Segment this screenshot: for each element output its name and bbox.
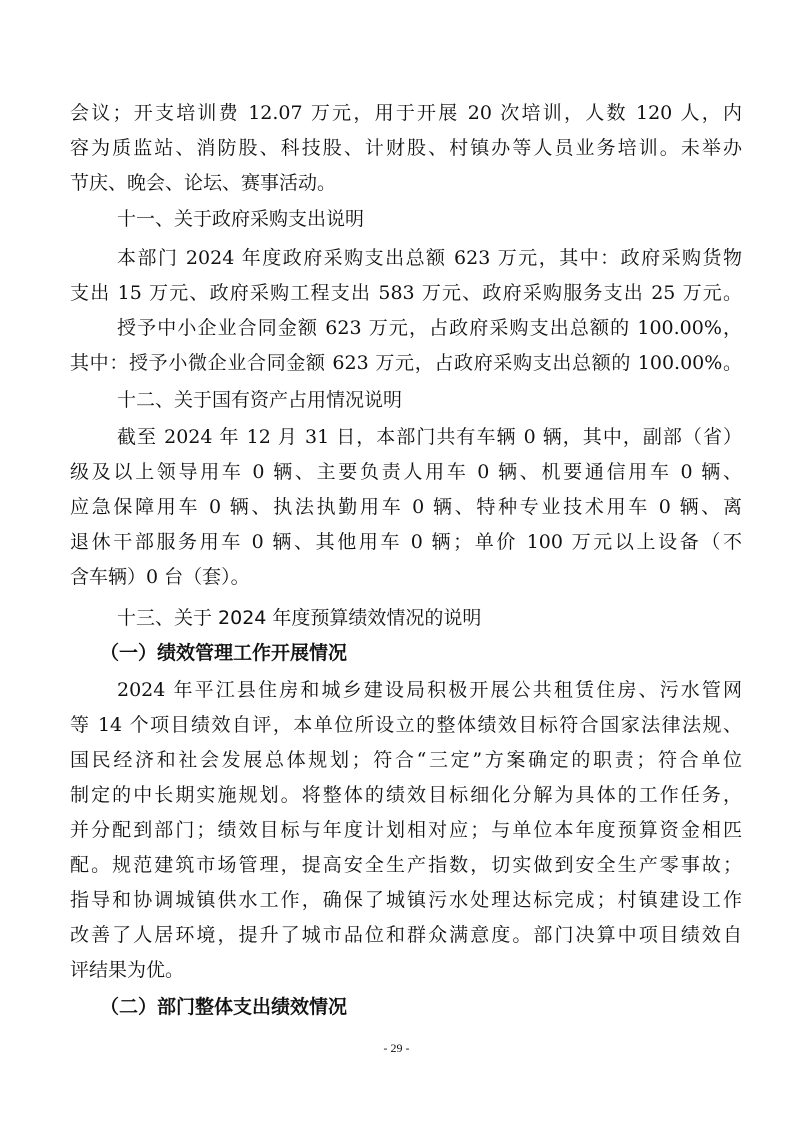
- body-line: 制定的中长期实施规划。将整体的绩效目标细化分解为具体的工作任务，: [70, 784, 742, 806]
- body-line: 评结果为优。: [70, 959, 185, 981]
- body-line: 截至 2024 年 12 月 31 日，本部门共有车辆 0 辆，其中，副部（省）: [117, 426, 742, 448]
- section-heading-13: 十三、关于 2024 年度预算绩效情况的说明: [117, 607, 482, 629]
- body-line: 其中：授予小微企业合同金额 623 万元，占政府采购支出总额的 100.00%。: [70, 352, 742, 374]
- body-line: 改善了人居环境，提升了城市品位和群众满意度。部门决算中项目绩效自: [70, 924, 742, 946]
- body-line: 配。规范建筑市场管理，提高安全生产指数，切实做到安全生产零事故；: [70, 854, 742, 876]
- body-line: 含车辆）0 台（套）。: [70, 566, 250, 588]
- body-line: 节庆、晚会、论坛、赛事活动。: [70, 172, 337, 194]
- body-line: 会议；开支培训费 12.07 万元，用于开展 20 次培训，人数 120 人，内: [70, 102, 742, 124]
- subsection-heading-2: （二）部门整体支出绩效情况: [100, 996, 348, 1018]
- section-heading-12: 十二、关于国有资产占用情况说明: [117, 389, 403, 411]
- body-line: 应急保障用车 0 辆、执法执勤用车 0 辆、特种专业技术用车 0 辆、离: [70, 496, 742, 518]
- body-line: 2024 年平江县住房和城乡建设局积极开展公共租赁住房、污水管网: [117, 679, 742, 701]
- body-line: 退休干部服务用车 0 辆、其他用车 0 辆；单价 100 万元以上设备（不: [70, 531, 742, 553]
- body-line: 支出 15 万元、政府采购工程支出 583 万元、政府采购服务支出 25 万元。: [70, 282, 742, 304]
- page-number: - 29 -: [383, 1041, 410, 1055]
- body-line: 并分配到部门；绩效目标与年度计划相对应；与单位本年度预算资金相匹: [70, 819, 742, 841]
- subsection-heading-1: （一）绩效管理工作开展情况: [100, 642, 348, 664]
- body-line: 本部门 2024 年度政府采购支出总额 623 万元，其中：政府采购货物: [117, 247, 742, 269]
- body-line: 容为质监站、消防股、科技股、计财股、村镇办等人员业务培训。未举办: [70, 137, 742, 159]
- body-line: 国民经济和社会发展总体规划；符合“三定”方案确定的职责；符合单位: [70, 749, 742, 771]
- body-line: 指导和协调城镇供水工作，确保了城镇污水处理达标完成；村镇建设工作: [70, 889, 742, 911]
- body-line: 授予中小企业合同金额 623 万元，占政府采购支出总额的 100.00%，: [117, 317, 742, 339]
- body-line: 等 14 个项目绩效自评，本单位所设立的整体绩效目标符合国家法律法规、: [70, 714, 742, 736]
- section-heading-11: 十一、关于政府采购支出说明: [117, 208, 365, 230]
- body-line: 级及以上领导用车 0 辆、主要负责人用车 0 辆、机要通信用车 0 辆、: [70, 461, 742, 483]
